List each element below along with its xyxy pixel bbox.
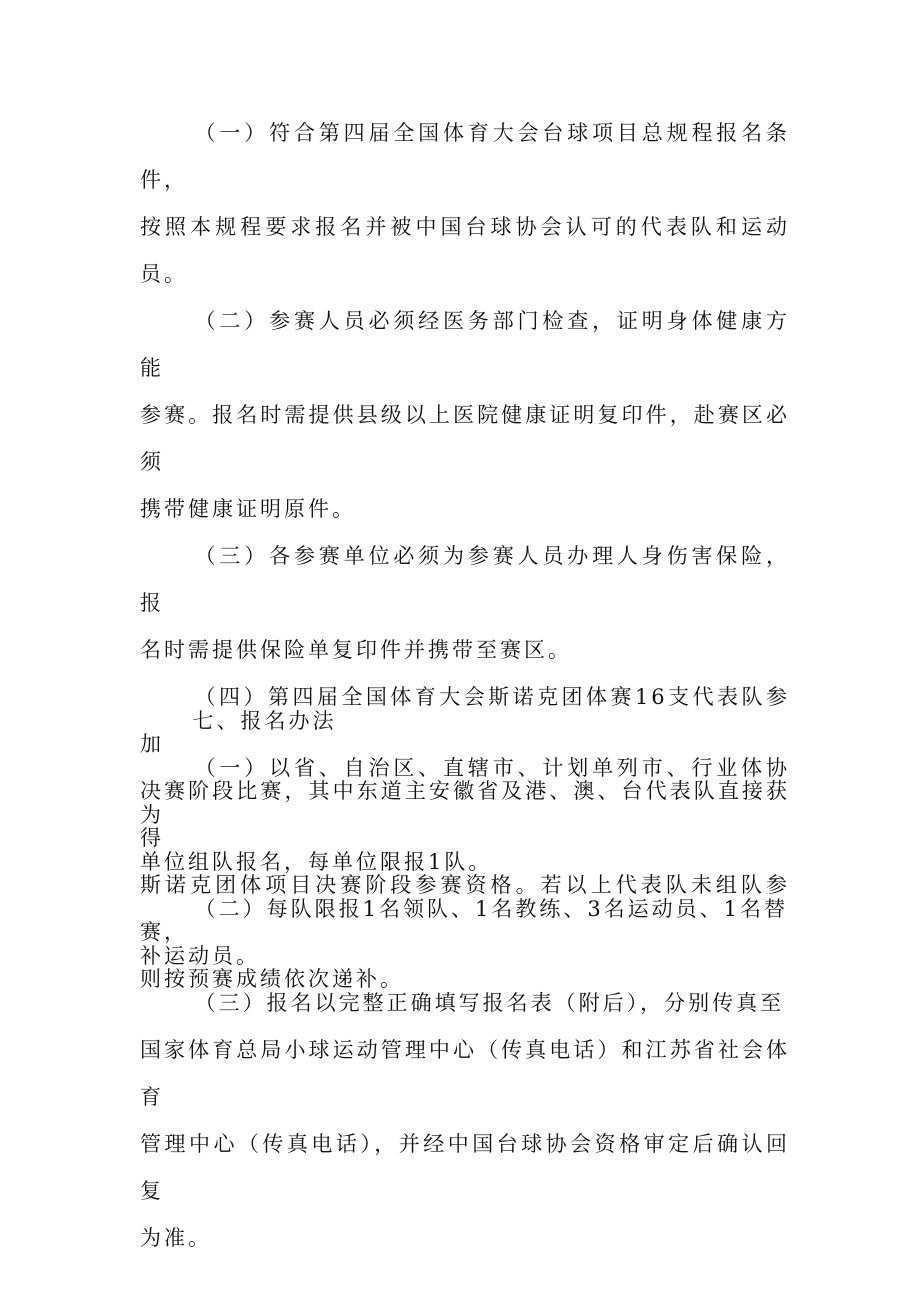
registration-section bbox=[140, 698, 790, 1262]
section-heading: 七、报名办法 bbox=[192, 709, 337, 733]
eligibility-item-4: （四）第四届全国体育大会斯诺克团体赛16支代表队参加 决赛阶段比赛，其中东道主安徽省及港、澳、台代表队直接获得 斯诺克团体项目决赛阶段参赛资格。若以上代表队未组队参赛， 则按预赛成绩依次递补。 bbox=[140, 685, 790, 991]
registration-item-1: （一）以省、自治区、直辖市、计划单列市、行业体协为 单位组队报名，每单位限报1队。 bbox=[140, 756, 790, 874]
eligibility-item-2: （二）参赛人员必须经医务部门检查，证明身体健康方能 参赛。报名时需提供县级以上医院健康证明复印件，赴赛区必须 携带健康证明原件。 bbox=[140, 309, 790, 521]
registration-item-2: （二）每队限报1名领队、1名教练、3名运动员、1名替 补运动员。 bbox=[140, 897, 789, 968]
registration-item-3: （三）报名以完整正确填写报名表（附后），分别传真至 国家体育总局小球运动管理中心（传真电话）和江苏省社会体育 管理中心（传真电话），并经中国台球协会资格审定后确认回复 为准。 bbox=[140, 991, 790, 1250]
eligibility-item-1: （一）符合第四届全国体育大会台球项目总规程报名条件， 按照本规程要求报名并被中国台球协会认可的代表队和运动员。 bbox=[140, 121, 790, 286]
eligibility-item-3: （三）各参赛单位必须为参赛人员办理人身伤害保险，报 名时需提供保险单复印件并携带至赛区。 bbox=[140, 544, 790, 662]
